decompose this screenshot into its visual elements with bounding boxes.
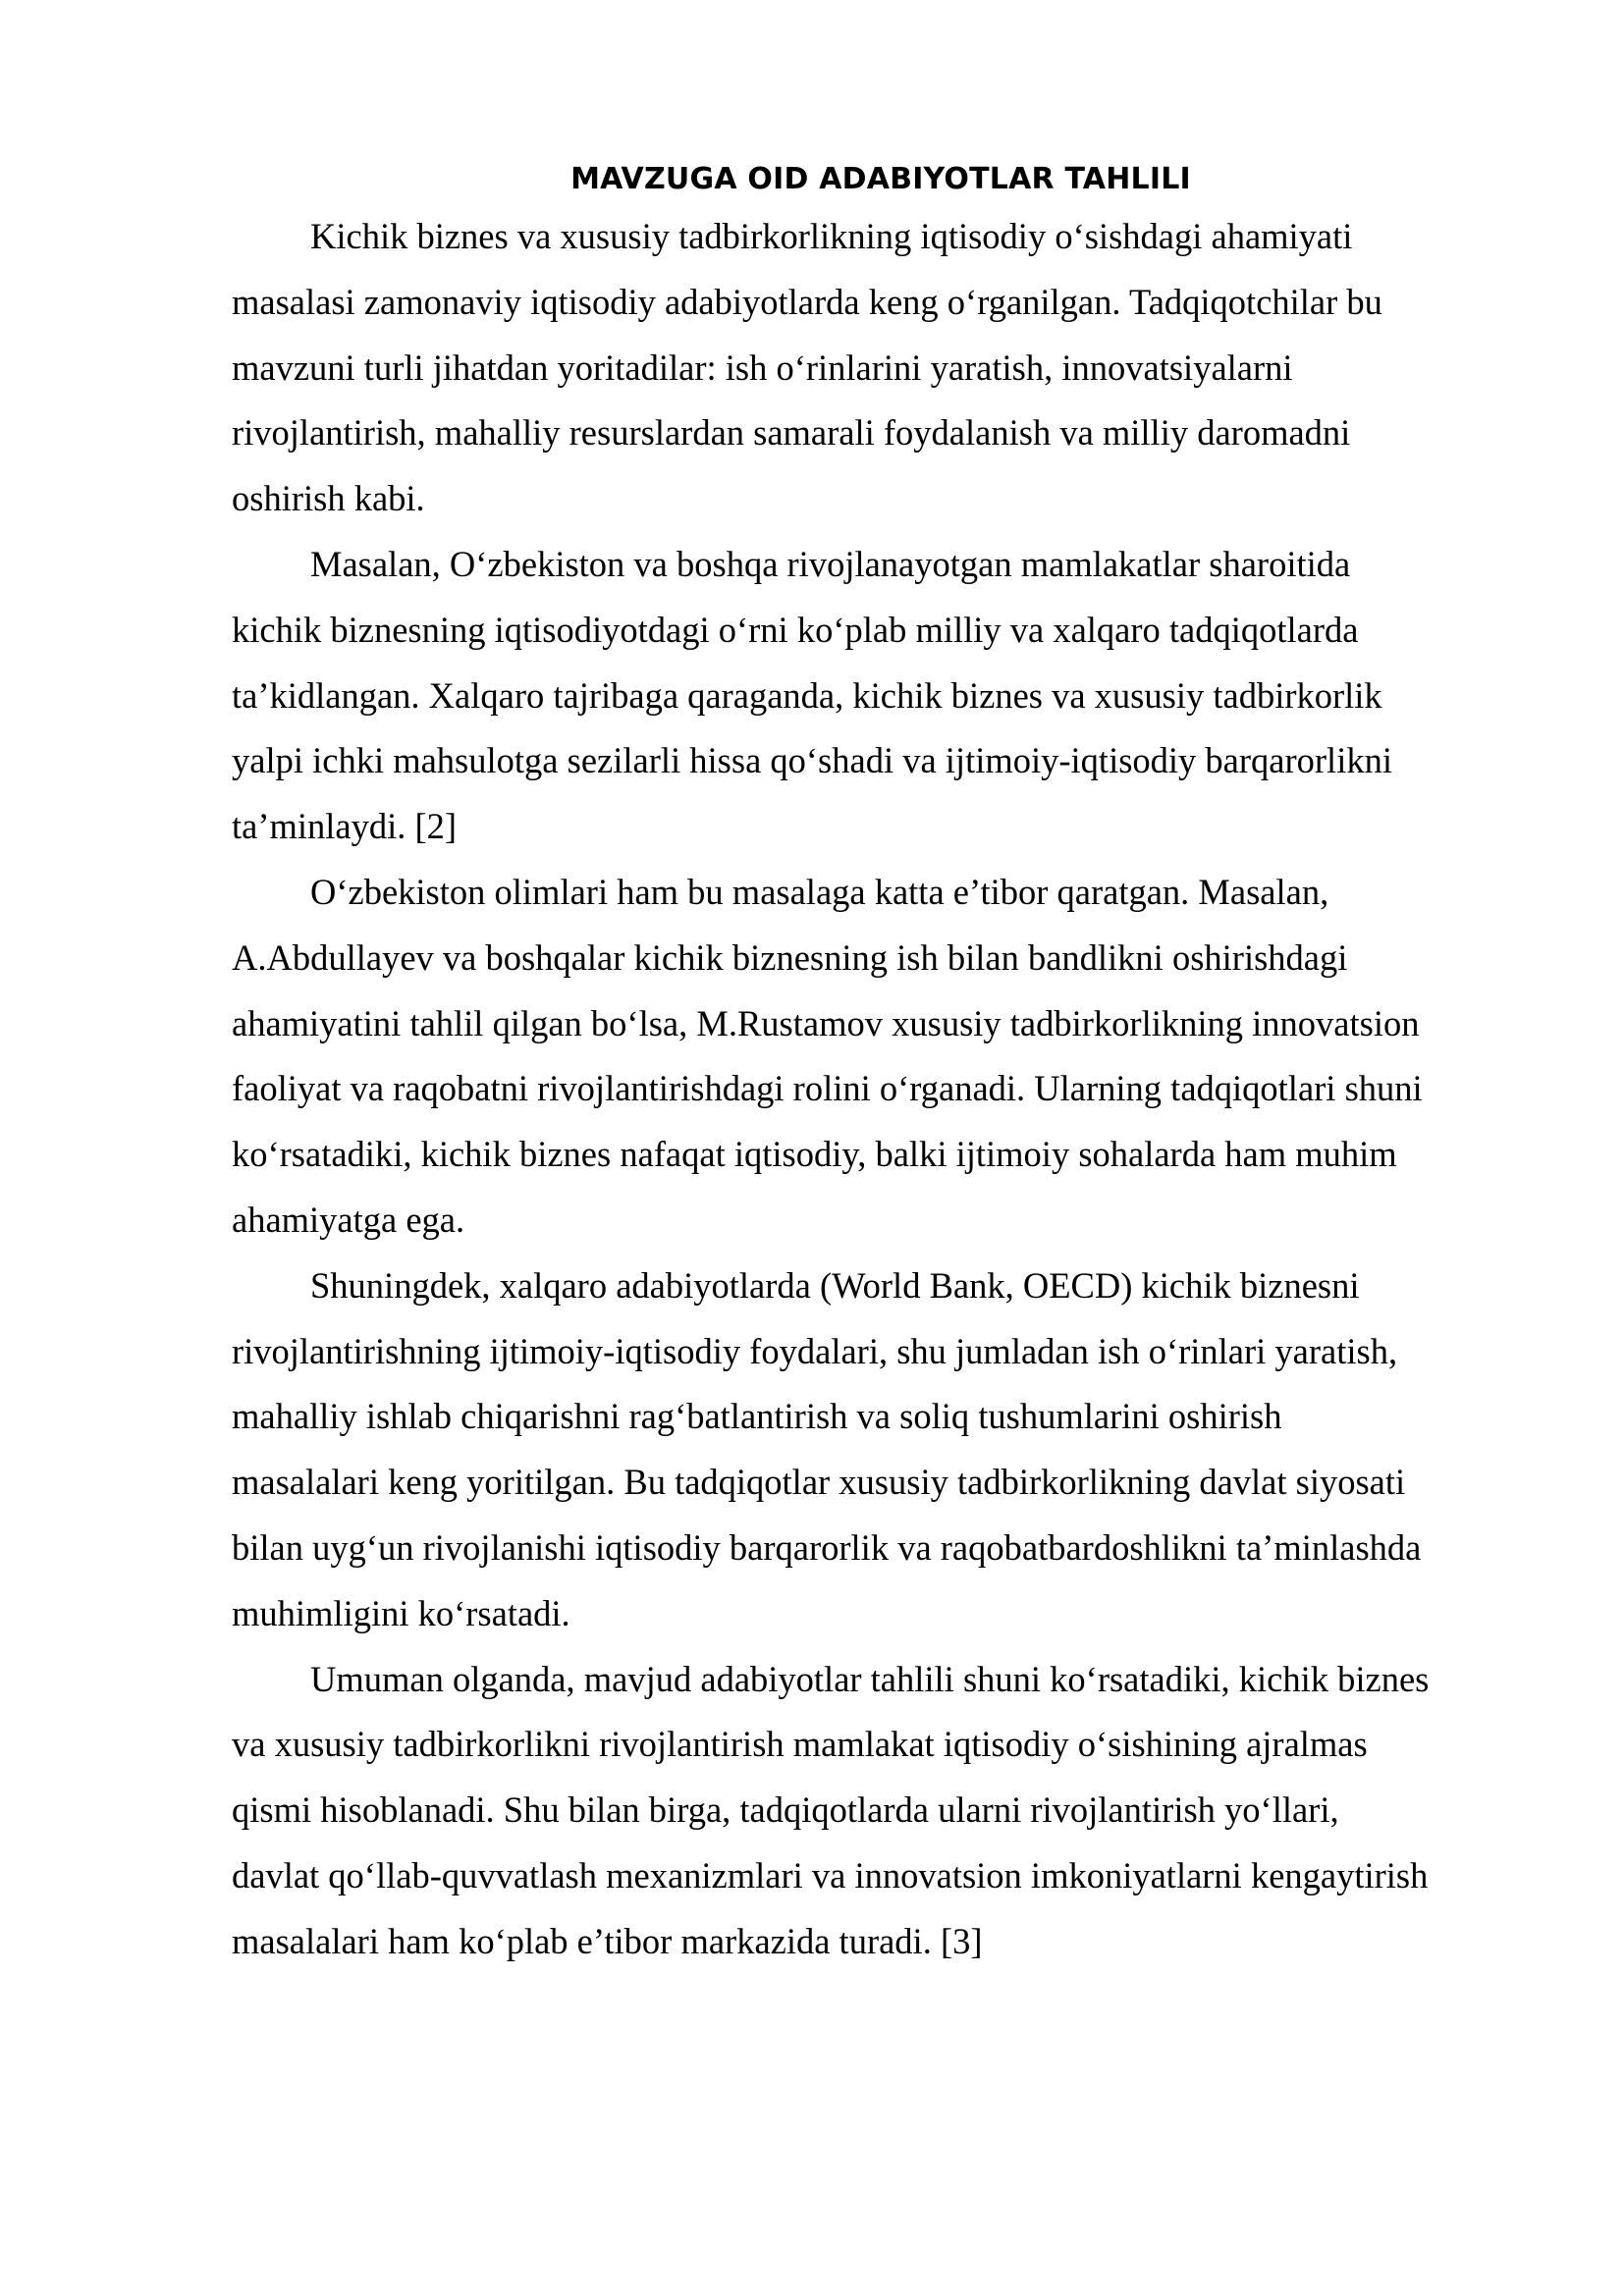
paragraph-line: kichik biznesning iqtisodiyotdagi o‘rni ko‘plab milliy va xalqaro tadqiqotlarda	[232, 609, 1359, 650]
paragraph-line: yalpi ichki mahsulotga sezilarli hissa qo‘shadi va ijtimoiy-iqtisodiy barqarorlikni	[232, 740, 1392, 781]
paragraph-line: mavzuni turli jihatdan yoritadilar: ish o‘rinlarini yaratish, innovatsiyalarni	[232, 347, 1293, 388]
paragraph	[232, 1647, 1530, 1975]
paragraph-line: ahamiyatga ega.	[232, 1199, 465, 1240]
paragraph-line: faoliyat va raqobatni rivojlantirishdagi rolini o‘rganadi. Ularning tadqiqotlari shuni	[232, 1068, 1423, 1109]
paragraph-line: muhimligini ko‘rsatadi.	[232, 1592, 570, 1633]
paragraph-line: bilan uyg‘un rivojlanishi iqtisodiy barqarorlik va raqobatbardoshlikni ta’minlashda	[232, 1526, 1422, 1568]
paragraph-line: rivojlantirishning ijtimoiy-iqtisodiy foydalari, shu jumladan ish o‘rinlari yaratish,	[232, 1330, 1398, 1371]
paragraph-line: rivojlantirish, mahalliy resurslardan samarali foydalanish va milliy daromadni	[232, 412, 1351, 454]
paragraph	[232, 204, 1530, 532]
paragraph-line: davlat qo‘llab-quvvatlash mexanizmlari va innovatsion imkoniyatlarni kengaytirish	[232, 1854, 1429, 1896]
paragraph-list	[232, 204, 1530, 1975]
paragraph-line: va xususiy tadbirkorlikni rivojlantirish mamlakat iqtisodiy o‘sishining ajralmas	[232, 1724, 1368, 1765]
paragraph-line: ta’kidlangan. Xalqaro tajribaga qaraganda, kichik biznes va xususiy tadbirkorlik	[232, 674, 1382, 716]
paragraph-line: ta’minlaydi. [2]	[232, 806, 458, 847]
page-title: MAVZUGA OID ADABIYOTLAR TAHLILI	[570, 162, 1191, 196]
paragraph-line: masalalari ham ko‘plab e’tibor markazida turadi. [3]	[232, 1920, 983, 1961]
paragraph-line: ko‘rsatadiki, kichik biznes nafaqat iqtisodiy, balki ijtimoiy sohalarda ham muhim	[232, 1134, 1397, 1175]
document-body	[232, 155, 1530, 1975]
paragraph-line: mahalliy ishlab chiqarishni rag‘batlantirish va soliq tushumlarini oshirish	[232, 1396, 1282, 1437]
paragraph	[232, 532, 1530, 860]
paragraph-line: Masalan, O‘zbekiston va boshqa rivojlanayotgan mamlakatlar sharoitida	[310, 543, 1351, 584]
paragraph	[232, 1254, 1530, 1647]
paragraph-line: O‘zbekiston olimlari ham bu masalaga katta e’tibor qaratgan. Masalan,	[310, 871, 1329, 912]
paragraph-line: qismi hisoblanadi. Shu bilan birga, tadqiqotlarda ularni rivojlantirish yo‘llari,	[232, 1789, 1339, 1831]
paragraph-line: ahamiyatini tahlil qilgan bo‘lsa, M.Rustamov xususiy tadbirkorlikning innovatsion	[232, 1002, 1420, 1043]
paragraph-line: masalasi zamonaviy iqtisodiy adabiyotlarda keng o‘rganilgan. Tadqiqotchilar bu	[232, 281, 1382, 322]
paragraph-line: Kichik biznes va xususiy tadbirkorlikning iqtisodiy o‘sishdagi ahamiyati	[310, 216, 1353, 256]
paragraph-line: Umuman olganda, mavjud adabiyotlar tahlili shuni ko‘rsatadiki, kichik biznes	[310, 1658, 1430, 1699]
paragraph-line: oshirish kabi.	[232, 478, 425, 519]
paragraph-line: Shuningdek, xalqaro adabiyotlarda (World Bank, OECD) kichik biznesni	[310, 1264, 1360, 1306]
paragraph	[232, 860, 1530, 1254]
paragraph-line: A.Abdullayev va boshqalar kichik biznesning ish bilan bandlikni oshirishdagi	[232, 936, 1348, 978]
paragraph-line: masalalari keng yoritilgan. Bu tadqiqotlar xususiy tadbirkorlikning davlat siyosati	[232, 1462, 1406, 1503]
